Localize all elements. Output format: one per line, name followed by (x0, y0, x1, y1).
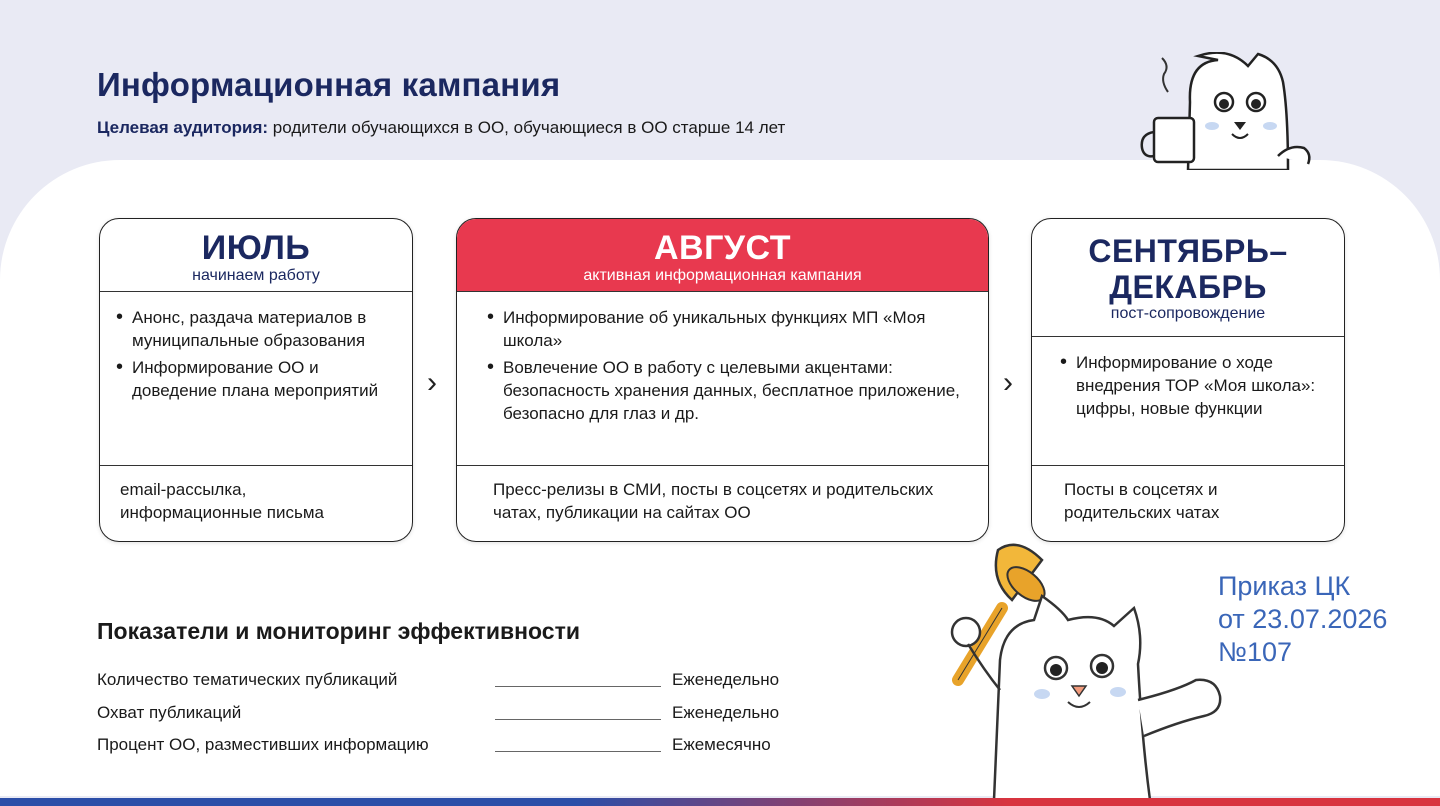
stage-card-september-december (1031, 218, 1345, 542)
stage-header (1032, 219, 1344, 337)
order-line: №107 (1218, 637, 1293, 667)
stage-body (100, 292, 412, 464)
stage-header (457, 219, 988, 292)
stage-tagline: пост-сопровождение (1110, 305, 1266, 322)
page-title: Информационная кампания (97, 66, 561, 103)
cat-with-bell-icon (938, 540, 1248, 800)
kpi-row (97, 735, 817, 759)
stage-channels: Посты в соцсетях и родительских чатах (1032, 465, 1344, 541)
stage-card-august (456, 218, 989, 542)
stage-month: АВГУСТ (653, 229, 791, 267)
kpi-frequency: Еженедельно (672, 703, 780, 722)
stage-channels: Пресс-релизы в СМИ, посты в соцсетях и родительских чатах, публикации на сайтах ОО (457, 465, 988, 541)
kpi-divider (495, 719, 661, 720)
stage-card-july (99, 218, 413, 542)
list-item: • Информирование о ходе внедрения ТОР «Моя школа»: цифры, новые функции (1064, 351, 1324, 420)
bottom-stripe (0, 798, 1440, 806)
stage-body (1032, 337, 1344, 420)
target-audience (97, 118, 785, 138)
audience-label: Целевая аудитория: (97, 118, 269, 137)
stage-tagline: активная информационная кампания (583, 267, 862, 284)
stage-body (457, 292, 988, 425)
kpi-name: Охват публикаций (97, 703, 242, 722)
list-item: • Вовлечение ОО в работу с целевыми акцентами: безопасность хранения данных, бесплатное приложение, безопасно для глаз и др. (491, 356, 968, 425)
stage-month: ИЮЛЬ (201, 229, 311, 267)
kpi-name: Процент ОО, разместивших информацию (97, 735, 429, 754)
kpi-row (97, 670, 817, 694)
stage-tagline: начинаем работу (192, 267, 320, 284)
stage-channels: email-рассылка, информационные письма (100, 465, 412, 541)
order-line: Приказ ЦК (1218, 571, 1351, 601)
list-item: • Информирование об уникальных функциях МП «Моя школа» (491, 306, 968, 352)
chevron-right-icon: › (1003, 366, 1013, 399)
order-note (1218, 570, 1387, 669)
audience-text: родители обучающихся в ОО, обучающиеся в ОО старше 14 лет (268, 118, 786, 137)
kpi-title: Показатели и мониторинг эффективности (97, 618, 580, 644)
list-item: • Информирование ОО и доведение плана мероприятий (120, 356, 392, 402)
kpi-name: Количество тематических публикаций (97, 670, 398, 689)
kpi-divider (495, 686, 661, 687)
stage-month: СЕНТЯБРЬ–ДЕКАБРЬ (1088, 233, 1288, 305)
list-item: • Анонс, раздача материалов в муниципальные образования (120, 306, 392, 352)
kpi-divider (495, 751, 661, 752)
kpi-frequency: Еженедельно (672, 670, 780, 689)
cat-with-cup-icon (1128, 52, 1328, 170)
kpi-row (97, 703, 817, 727)
chevron-right-icon: › (427, 366, 437, 399)
kpi-frequency: Ежемесячно (672, 735, 771, 754)
order-line: от 23.07.2026 (1218, 604, 1388, 634)
stage-header (100, 219, 412, 292)
